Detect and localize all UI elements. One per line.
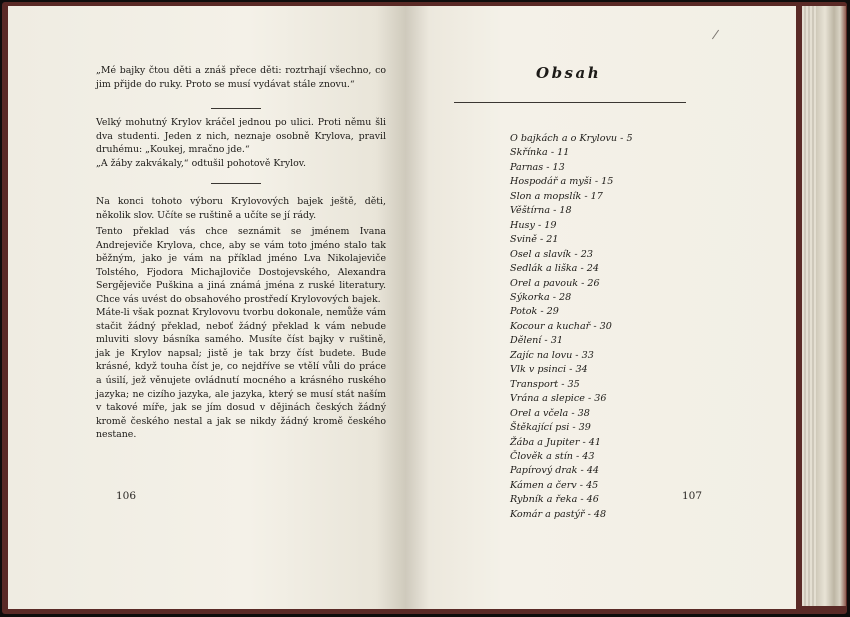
toc-entry-title: Sedlák a liška xyxy=(510,263,578,275)
toc-entry-page: 21 xyxy=(546,234,559,246)
toc-entry-page: 38 xyxy=(577,407,590,419)
toc-separator: - xyxy=(577,494,587,506)
toc-separator: - xyxy=(537,306,547,318)
toc-separator: - xyxy=(543,161,553,173)
toc-entry xyxy=(510,450,633,464)
toc-entry-page: 18 xyxy=(559,205,572,217)
page-number-right: 107 xyxy=(682,490,703,502)
toc-entry-title: Zajíc na lovu xyxy=(510,349,573,361)
toc-entry-page: 44 xyxy=(586,465,600,477)
page-number-left: 106 xyxy=(116,490,137,502)
toc-separator: - xyxy=(569,422,579,434)
toc-entry-title: Hospodář a myši xyxy=(510,176,592,188)
toc-entry-title: Žába a Jupiter xyxy=(510,436,580,448)
toc-separator: - xyxy=(577,263,587,275)
toc-entry-page: 43 xyxy=(582,450,595,462)
toc-entry-page: 35 xyxy=(567,378,580,390)
toc-separator: - xyxy=(572,450,583,462)
toc-entry-page: 36 xyxy=(594,393,607,405)
toc-title: Obsah xyxy=(536,64,602,82)
toc-entry-page: 34 xyxy=(575,364,588,376)
toc-separator: - xyxy=(568,407,578,419)
toc-entry xyxy=(510,219,633,233)
toc-entry xyxy=(510,464,633,478)
toc-entry-page: 29 xyxy=(546,306,559,318)
toc-entry-title: Osel a slavík xyxy=(510,248,572,260)
toc-entry-page: 33 xyxy=(581,349,594,361)
toc-entry xyxy=(510,479,633,493)
toc-entry-page: 5 xyxy=(626,133,633,144)
toc-entry-title: Vlk v psinci xyxy=(510,364,567,376)
afterword-russian: Máte-li však poznat Krylovovu tvorbu dokonale, nemůže vám stačit žádný překlad, neboť žádný překlad k vám nebude mluviti slovy básníka samého. Musíte číst bajky v ruštině, jak je Krylov napsal; jistě je tak brzy číst budete. Bude krásné, když touha číst je, co nejdříve se vtělí vůli do práce a úsilí, jež věnujete ovládnutí mocného a krásného ruského jazyka; ne cizího jazyka, ale jazyka, který se musí stát naším v takové míře, jak se jím dosud v dějinách českých žádný kromě českého nestal a jak se nikdy žádný kromě českého nestane. xyxy=(96,307,386,441)
section-divider xyxy=(211,183,261,184)
toc-entry-title: Kámen a červ xyxy=(510,479,577,491)
toc-entry-page: 19 xyxy=(544,219,557,231)
toc-entry-page: 45 xyxy=(586,479,599,491)
toc-entry-page: 24 xyxy=(586,263,599,275)
toc-entry-page: 17 xyxy=(590,190,603,202)
toc-entry xyxy=(510,248,633,262)
toc-entry-title: Transport xyxy=(510,378,559,390)
toc-entry xyxy=(510,233,633,247)
toc-entry-page: 31 xyxy=(550,335,563,347)
toc-separator: - xyxy=(558,378,568,390)
left-page xyxy=(8,6,408,609)
toc-entry-title: Potok xyxy=(510,306,538,318)
toc-entry xyxy=(510,305,633,319)
toc-separator: - xyxy=(566,364,576,376)
toc-entry-title: Skřínka xyxy=(510,147,548,159)
anecdote-paragraph: Velký mohutný Krylov kráčel jednou po ulici. Proti němu šli dva studenti. Jeden z nich, neznaje osobně Krylova, pravil druhému: „Koukej, mračno jde.“ xyxy=(96,117,386,156)
afterword-translation: Tento překlad vás chce seznámit se jménem Ivana Andrejeviče Krylova, chce, aby se vám toto jméno stalo tak běžným, jako je vám na příklad jméno Lva Nikolajeviče Tolstého, Fjodora Michajloviče Dostojevského, Alexandra Sergějeviče Puškina a jiná známá jména z ruské literatury. Chce vás uvést do obsahového prostředí Krylovových bajek. xyxy=(96,226,386,305)
page-edges xyxy=(816,6,846,606)
toc-entry-page: 48 xyxy=(593,508,607,520)
toc-separator: - xyxy=(617,133,627,144)
toc-separator: - xyxy=(584,393,595,405)
toc-entry xyxy=(510,146,633,160)
toc-entry-title: Kocour a kuchař xyxy=(510,320,591,332)
toc-separator: - xyxy=(572,349,582,361)
toc-entry xyxy=(510,334,633,348)
quote-paragraph: „Mé bajky čtou děti a znáš přece děti: roztrhají všechno, co jim přijde do ruky. Proto se musí vydávat stále znovu.“ xyxy=(96,65,386,90)
toc-entry-title: Parnas xyxy=(510,161,544,173)
toc-entry xyxy=(510,493,633,507)
toc-entry-page: 23 xyxy=(580,248,593,260)
toc-separator: - xyxy=(547,147,558,159)
page-stack xyxy=(802,6,816,606)
toc-separator: - xyxy=(584,508,594,520)
toc-separator: - xyxy=(591,176,602,188)
toc-separator: - xyxy=(550,205,560,217)
toc-separator: - xyxy=(576,479,587,491)
toc-separator: - xyxy=(590,320,600,332)
afterword-intro: Na konci tohoto výboru Krylovových bajek ještě, děti, několik slov. Učíte se ruštině a učíte se jí rády. xyxy=(96,196,386,221)
toc-entry-page: 46 xyxy=(586,494,599,506)
toc-entry-title: Svině xyxy=(510,234,537,246)
toc-entry xyxy=(510,508,633,522)
toc-separator: - xyxy=(578,277,588,289)
toc-entry xyxy=(510,277,633,291)
toc-entry-title: Štěkající psi xyxy=(510,422,570,434)
toc-entry-page: 13 xyxy=(552,161,565,173)
toc-entry xyxy=(510,132,633,146)
toc-entry-title: Věštírna xyxy=(510,205,551,217)
toc-entry-page: 15 xyxy=(601,176,614,188)
toc-entry xyxy=(510,190,633,204)
pencil-mark xyxy=(712,30,719,40)
toc-entry xyxy=(510,363,633,377)
toc-entry xyxy=(510,349,633,363)
toc-entry xyxy=(510,204,633,218)
title-rule xyxy=(454,102,686,103)
toc-entry-title: Rybník a řeka xyxy=(510,494,578,506)
toc-entry-title: Slon a mopslík xyxy=(510,190,582,202)
toc-entry-title: Orel a pavouk xyxy=(510,277,579,289)
toc-separator: - xyxy=(571,248,581,260)
toc-entry-title: Orel a včela xyxy=(510,407,569,419)
toc-entry-page: 41 xyxy=(588,436,601,448)
toc-entry xyxy=(510,161,633,175)
toc-separator: - xyxy=(581,190,591,202)
toc-entry-page: 11 xyxy=(557,147,570,159)
toc-entry-page: 30 xyxy=(599,320,612,332)
toc-entry-page: 28 xyxy=(559,291,572,303)
toc-separator: - xyxy=(549,291,560,303)
toc-entry xyxy=(510,291,633,305)
toc-entry xyxy=(510,320,633,334)
section-divider xyxy=(211,108,261,109)
toc-entry xyxy=(510,378,633,392)
toc-separator: - xyxy=(579,436,589,448)
toc-entry xyxy=(510,407,633,421)
toc-list xyxy=(510,132,633,522)
toc-entry xyxy=(510,392,633,406)
toc-separator: - xyxy=(541,335,551,347)
toc-entry-page: 26 xyxy=(587,277,600,289)
toc-entry-title: Papírový drak xyxy=(510,465,578,477)
toc-entry-title: Dělení xyxy=(510,335,542,347)
toc-separator: - xyxy=(534,219,545,231)
toc-entry xyxy=(510,175,633,189)
toc-separator: - xyxy=(577,465,587,477)
toc-entry-page: 39 xyxy=(578,422,591,434)
toc-entry-title: O bajkách a o Krylovu xyxy=(510,133,618,144)
toc-entry xyxy=(510,436,633,450)
right-page xyxy=(406,6,796,609)
toc-entry xyxy=(510,262,633,276)
toc-entry-title: Sýkorka xyxy=(510,291,550,303)
anecdote-reply: „A žáby zakvákaly,“ odtušil pohotově Krylov. xyxy=(96,158,306,169)
toc-entry-title: Vrána a slepice xyxy=(510,393,585,405)
toc-entry-title: Komár a pastýř xyxy=(510,508,585,520)
toc-entry-title: Husy xyxy=(510,219,535,231)
toc-entry xyxy=(510,421,633,435)
toc-separator: - xyxy=(536,234,547,246)
toc-entry-title: Člověk a stín xyxy=(510,450,573,462)
